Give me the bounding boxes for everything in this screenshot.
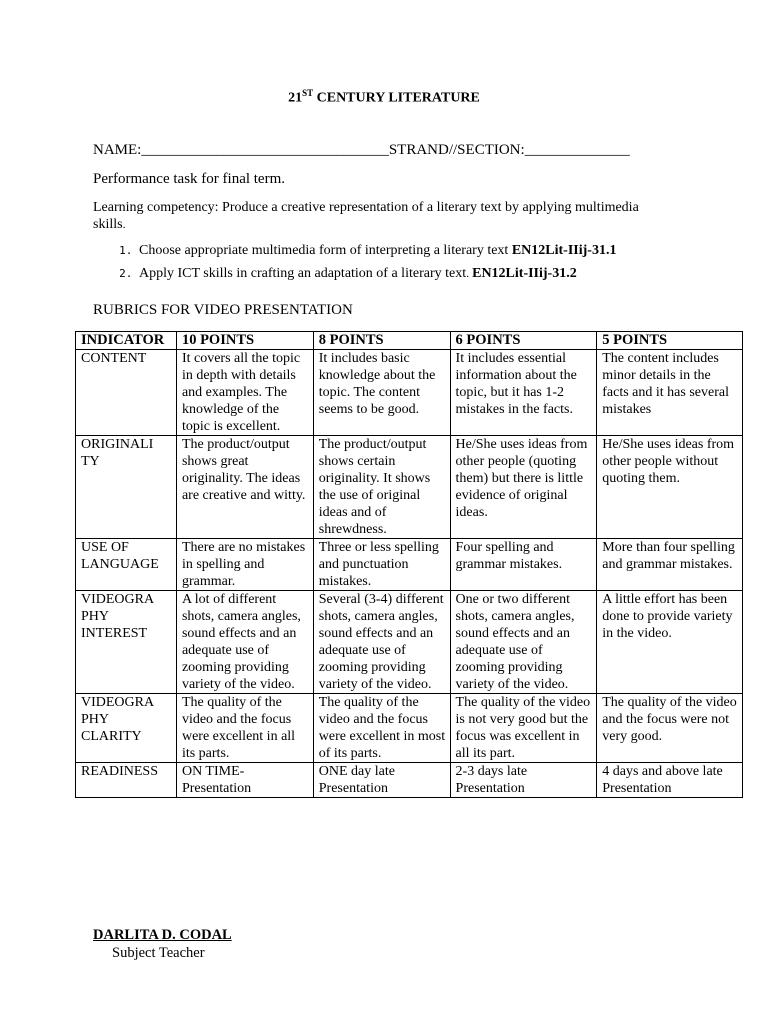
table-cell: A lot of different shots, camera angles, sound effects and an adequate use of zooming providing variety of the video. xyxy=(176,591,313,694)
table-row xyxy=(76,694,743,763)
objective-text: Apply ICT skills in crafting an adaptation of a literary text xyxy=(139,266,467,281)
title-text: CENTURY LITERATURE xyxy=(313,90,480,106)
performance-task-line: Performance task for final term. xyxy=(93,171,286,187)
table-row xyxy=(76,591,743,694)
title-superscript: ST xyxy=(302,88,314,98)
objective-item xyxy=(139,242,759,259)
table-row xyxy=(76,763,743,798)
header-indicator: INDICATOR xyxy=(76,332,177,350)
strand-section-label: STRAND//SECTION: xyxy=(388,142,525,158)
table-cell: There are no mistakes in spelling and grammar. xyxy=(176,539,313,591)
table-cell: The quality of the video and the focus were excellent in all its parts. xyxy=(176,694,313,763)
competency-text-cont: skills xyxy=(93,217,123,232)
table-cell: The content includes minor details in the facts and it has several mistakes xyxy=(597,350,743,436)
objective-code: EN12Lit-IIij-31.2 xyxy=(472,266,577,281)
table-row xyxy=(76,436,743,539)
table-cell: The quality of the video is not very good but the focus was excellent in all its part. xyxy=(450,694,597,763)
rubric-table xyxy=(75,331,743,798)
indicator-cell: CONTENT xyxy=(76,350,177,436)
competency-text: Learning competency: Produce a creative representation of a literary text by applying multimedia xyxy=(93,200,639,215)
table-cell: The quality of the video and the focus were not very good. xyxy=(597,694,743,763)
name-blank: _________________________________ xyxy=(141,142,389,158)
document-title xyxy=(0,88,768,107)
indicator-cell: READINESS xyxy=(76,763,177,798)
table-cell: 4 days and above late Presentation xyxy=(597,763,743,798)
objective-code: EN12Lit-IIij-31.1 xyxy=(511,243,617,258)
table-cell: It covers all the topic in depth with details and examples. The knowledge of the topic is excellent. xyxy=(176,350,313,436)
header-10-points: 10 POINTS xyxy=(176,332,313,350)
objectives-list xyxy=(93,242,759,288)
name-strand-line xyxy=(93,142,630,159)
table-cell: ON TIME- Presentation xyxy=(176,763,313,798)
table-cell: It includes basic knowledge about the topic. The content seems to be good. xyxy=(313,350,450,436)
title-number: 21 xyxy=(288,90,303,106)
table-cell: The product/output shows great originality. The ideas are creative and witty. xyxy=(176,436,313,539)
teacher-role: Subject Teacher xyxy=(112,945,205,961)
rubric-heading: RUBRICS FOR VIDEO PRESENTATION xyxy=(93,302,353,318)
table-row xyxy=(76,350,743,436)
learning-competency xyxy=(93,199,673,233)
table-cell: More than four spelling and grammar mistakes. xyxy=(597,539,743,591)
objective-separator: . xyxy=(466,266,473,280)
table-cell: Several (3-4) different shots, camera angles, sound effects and an adequate use of zooming providing variety of the video. xyxy=(313,591,450,694)
table-cell: The product/output shows certain originality. It shows the use of original ideas and of shrewdness. xyxy=(313,436,450,539)
header-6-points: 6 POINTS xyxy=(450,332,597,350)
table-cell: It includes essential information about the topic, but it has 1-2 mistakes in the facts. xyxy=(450,350,597,436)
table-cell: A little effort has been done to provide variety in the video. xyxy=(597,591,743,694)
table-cell: He/She uses ideas from other people without quoting them. xyxy=(597,436,743,539)
indicator-cell: USE OF LANGUAGE xyxy=(76,539,177,591)
objective-item xyxy=(139,265,759,282)
name-label: NAME: xyxy=(93,142,142,158)
table-cell: Four spelling and grammar mistakes. xyxy=(450,539,597,591)
header-8-points: 8 POINTS xyxy=(313,332,450,350)
table-cell: The quality of the video and the focus were excellent in most of its parts. xyxy=(313,694,450,763)
teacher-name: DARLITA D. CODAL xyxy=(93,927,232,943)
indicator-cell: VIDEOGRA PHY INTEREST xyxy=(76,591,177,694)
table-cell: He/She uses ideas from other people (quoting them) but there is little evidence of original ideas. xyxy=(450,436,597,539)
indicator-cell: VIDEOGRA PHY CLARITY xyxy=(76,694,177,763)
header-5-points: 5 POINTS xyxy=(597,332,743,350)
table-row xyxy=(76,539,743,591)
strand-section-blank: ______________ xyxy=(524,142,630,158)
table-cell: 2-3 days late Presentation xyxy=(450,763,597,798)
table-header-row xyxy=(76,332,743,350)
indicator-cell: ORIGINALI TY xyxy=(76,436,177,539)
table-cell: One or two different shots, camera angles, sound effects and an adequate use of zooming providing variety of the video. xyxy=(450,591,597,694)
table-cell: Three or less spelling and punctuation mistakes. xyxy=(313,539,450,591)
table-cell: ONE day late Presentation xyxy=(313,763,450,798)
competency-period: . xyxy=(122,217,126,231)
objective-text: Choose appropriate multimedia form of interpreting a literary text xyxy=(139,243,512,258)
